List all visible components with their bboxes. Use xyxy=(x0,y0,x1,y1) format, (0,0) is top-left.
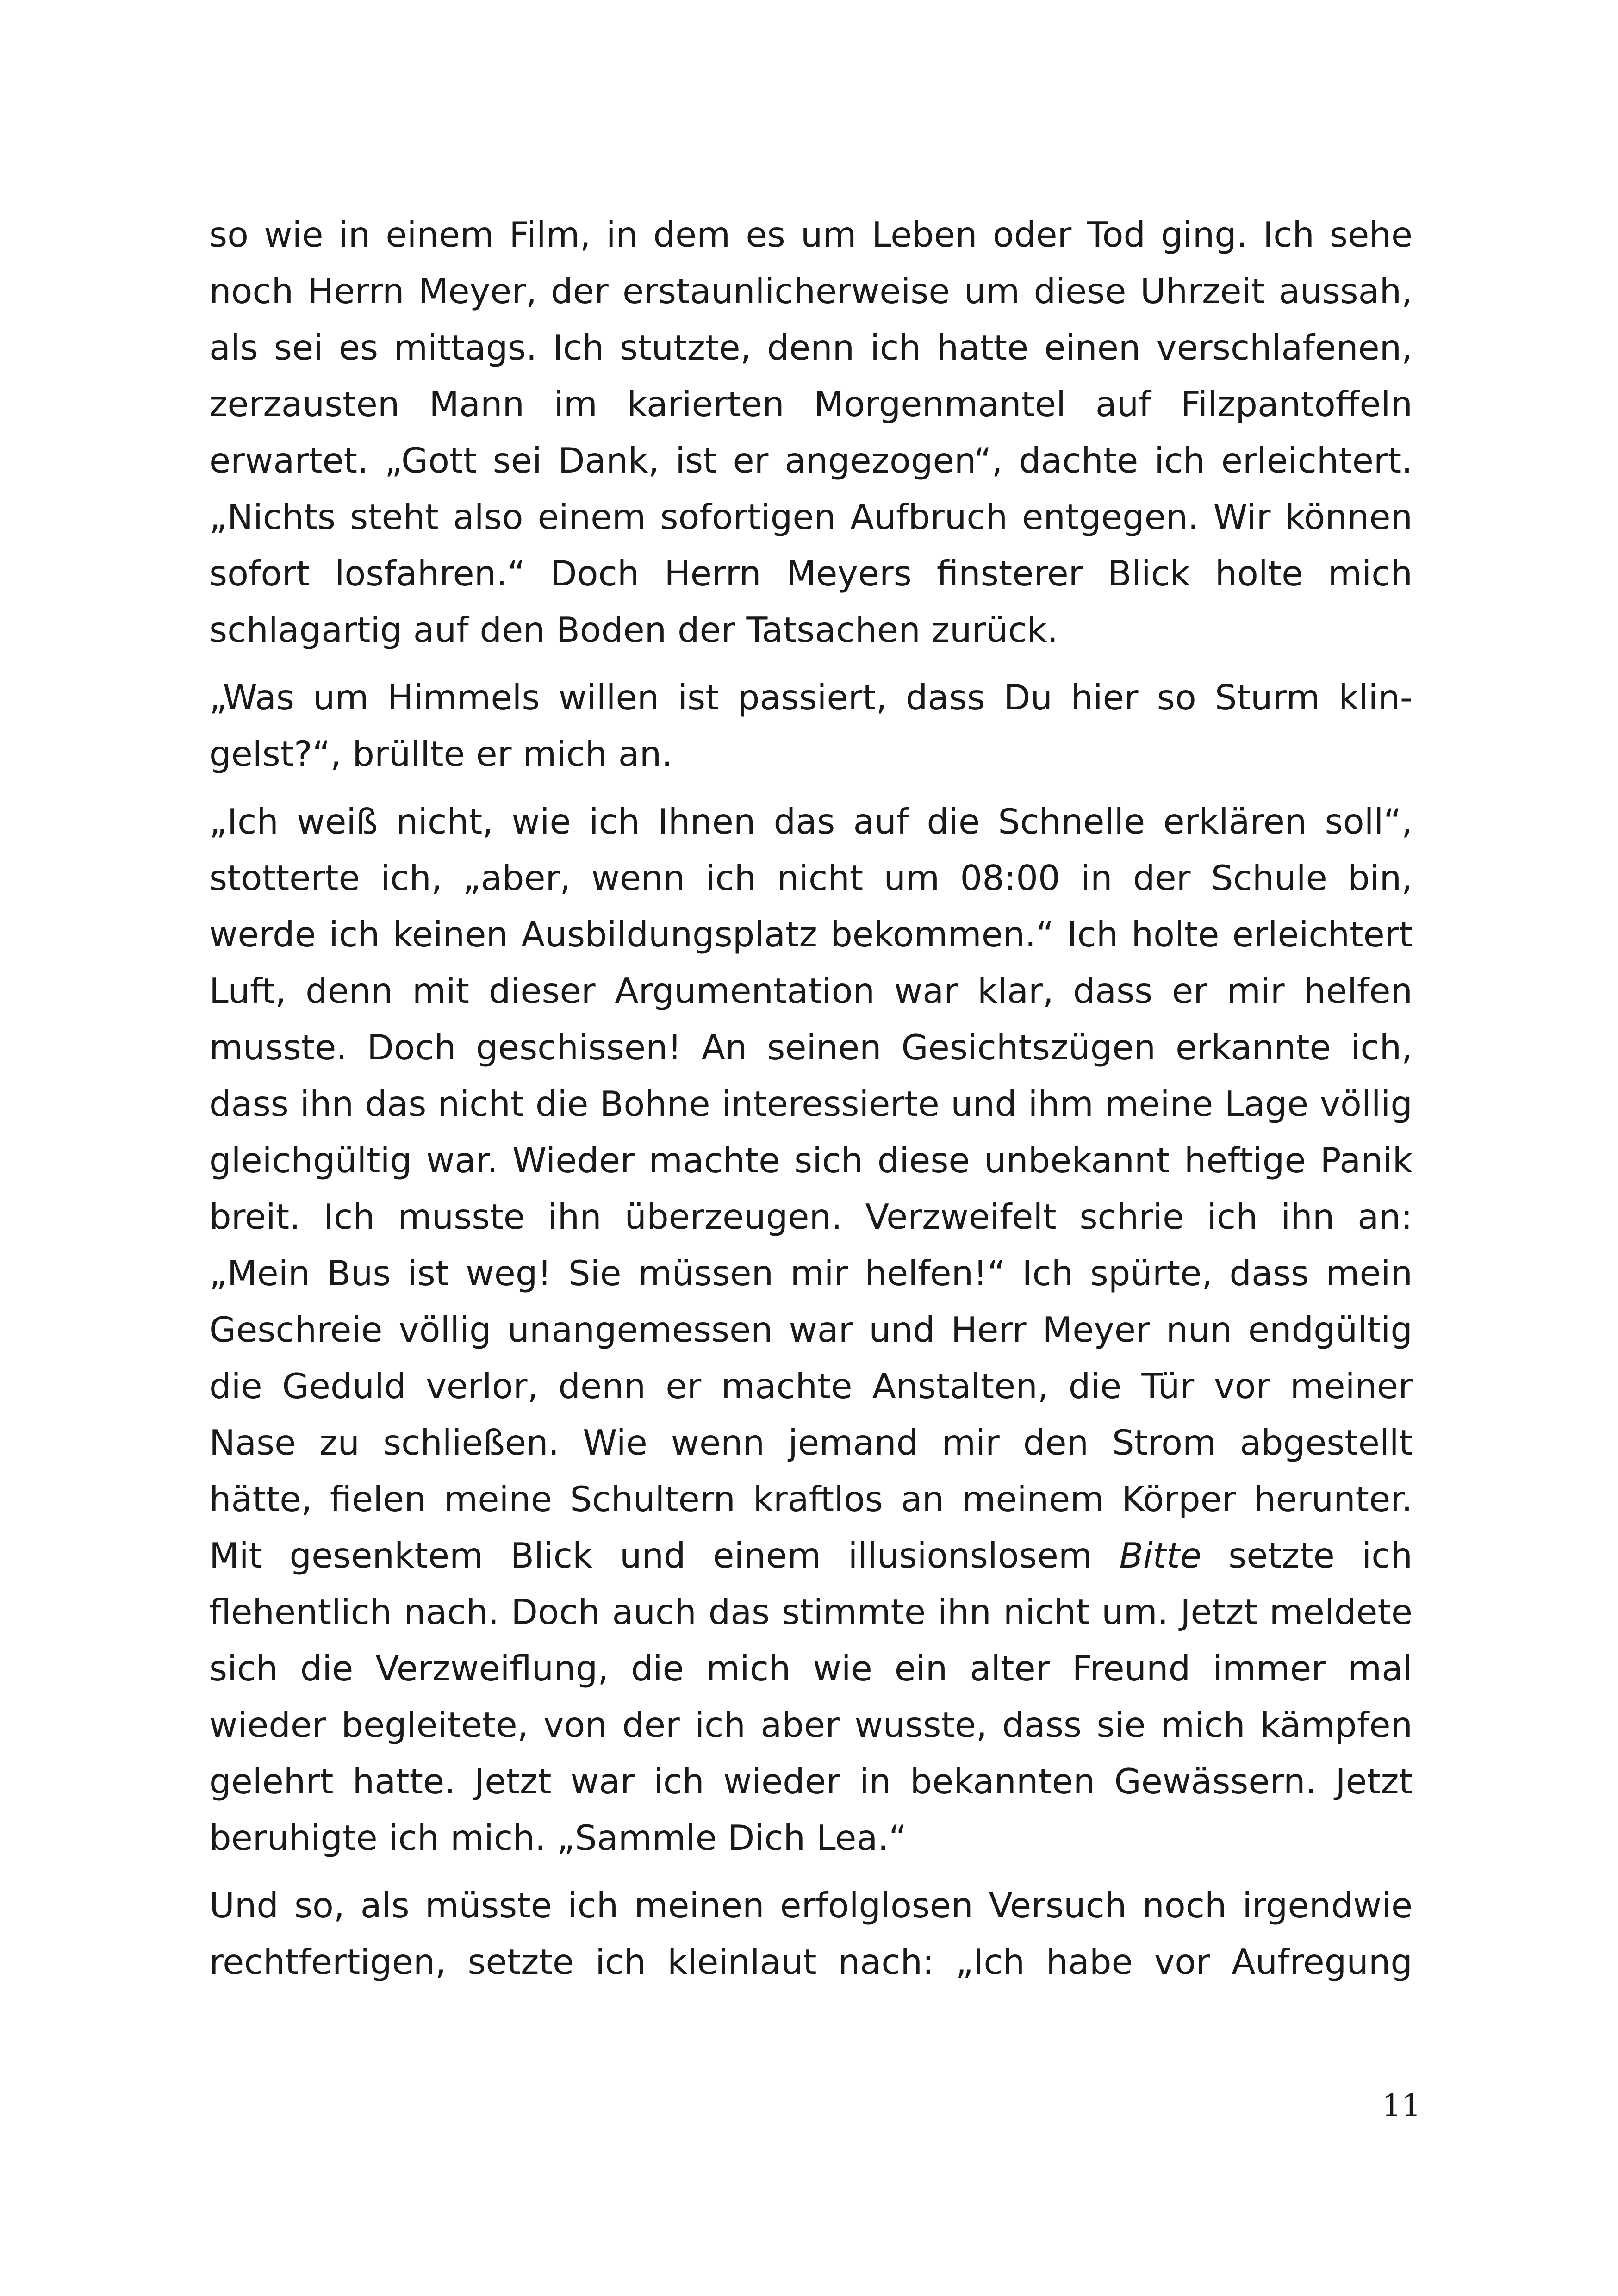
paragraph-1-text: so wie in einem Film, in dem es um Leben oder Tod ging. Ich sehe noch Herrn Meyer, der erstaunlicherweise um diese Uhrzeit aussah, als sei es mittags. Ich stutzte, denn ich hatte einen verschlafenen, zerzausten Mann im karierten Morgenmantel auf Filzpantoffeln erwartet. „Gott sei Dank, ist er angezogen“, dachte ich erleichtert. „Nichts steht also einem sofortigen Aufbruch entgegen. Wir können sofort losfahren.“ Doch Herrn Meyers finsterer Blick holte mich schlagartig auf den Boden der Tatsachen zurück. xyxy=(209,214,1413,650)
body-text xyxy=(209,206,1413,2001)
paragraph-3-text-after: setzte ich flehentlich nach. Doch auch das stimmte ihn nicht um. Jetzt meldete sich die Verzweiflung, die mich wie ein alter Freund immer mal wieder begleitete, von der ich aber wusste, dass sie mich kämpfen gelehrt hatte. Jetzt war ich wieder in bekannten Gewässern. Jetzt beruhigte ich mich. „Sammle Dich Lea.“ xyxy=(209,1535,1413,1858)
page-number: 11 xyxy=(1382,2088,1421,2123)
paragraph-4 xyxy=(209,1877,1413,1990)
paragraph-1 xyxy=(209,206,1413,658)
paragraph-3 xyxy=(209,793,1413,1866)
paragraph-2 xyxy=(209,669,1413,782)
paragraph-3-italic-word: Bitte xyxy=(1119,1535,1201,1576)
paragraph-3-text-before: „Ich weiß nicht, wie ich Ihnen das auf die Schnelle erklären soll“, stotterte ich, „aber, wenn ich nicht um 08:00 in der Schule bin, werde ich keinen Ausbildungsplatz bekommen.“ Ich holte erleichtert Luft, denn mit dieser Argumentation war klar, dass er mir helfen musste. Doch geschissen! An seinen Gesichtszügen erkannte ich, dass ihn das nicht die Bohne interessierte und ihm meine Lage völlig gleichgültig war. Wieder machte sich diese unbekannt heftige Panik breit. Ich musste ihn überzeugen. Verzweifelt schrie ich ihn an: „Mein Bus ist weg! Sie müssen mir helfen!“ Ich spürte, dass mein Geschreie völlig unangemessen war und Herr Meyer nun endgültig die Geduld verlor, denn er machte Anstalten, die Tür vor meiner Nase zu schließen. Wie wenn jemand mir den Strom abgestellt hätte, fielen meine Schultern kraftlos an meinem Körper herunter. Mit gesenktem Blick und einem illusionslosem xyxy=(209,801,1413,1576)
paragraph-4-text: Und so, als müsste ich meinen erfolglosen Versuch noch irgendwie rechtfertigen, setzte ich kleinlaut nach: „Ich habe vor Aufregung xyxy=(209,1885,1413,1982)
paragraph-2-text: „Was um Himmels willen ist passiert, dass Du hier so Sturm klingelst?“, brüllte er mich an. xyxy=(209,677,1413,774)
